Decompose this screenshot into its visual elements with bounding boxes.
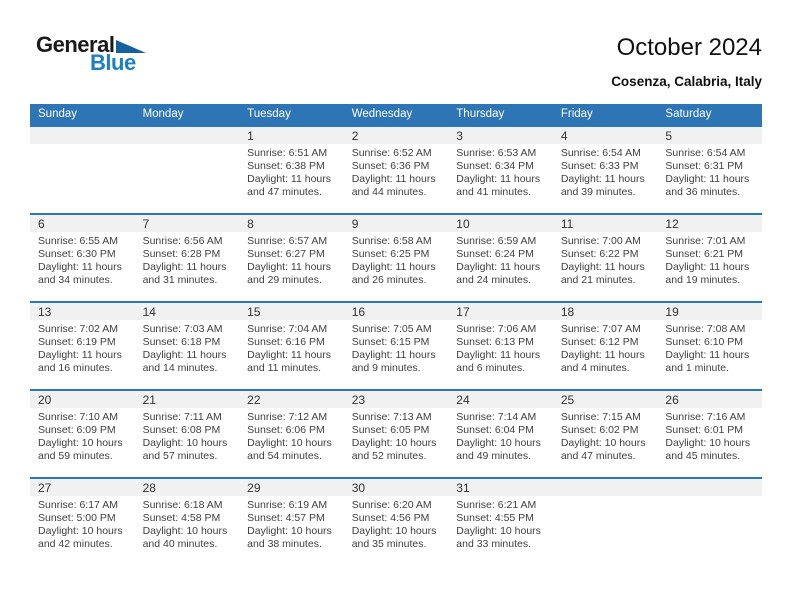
sunset-text: Sunset: 6:33 PM: [560, 160, 639, 172]
daylight-text: Daylight: 11 hours and 47 minutes.: [247, 173, 332, 198]
day-number: 26: [665, 393, 679, 407]
day-cell-3: [448, 127, 553, 213]
sunset-text: Sunset: 4:57 PM: [247, 512, 325, 524]
day-number: 6: [38, 217, 45, 231]
sunrise-text: Sunrise: 6:53 AM: [456, 147, 537, 159]
calendar-body: [30, 125, 762, 565]
day-cell-28: [135, 479, 240, 565]
daylight-text: Daylight: 11 hours and 41 minutes.: [456, 173, 541, 198]
day-number: 28: [142, 481, 156, 495]
day-number: 13: [38, 305, 52, 319]
sunset-text: Sunset: 6:27 PM: [247, 248, 325, 260]
daylight-text: Daylight: 11 hours and 14 minutes.: [142, 349, 227, 374]
sunrise-text: Sunrise: 6:20 AM: [351, 499, 432, 511]
empty-cell: [135, 127, 240, 213]
sunset-text: Sunset: 4:56 PM: [351, 512, 430, 524]
day-number: 19: [665, 305, 679, 319]
day-number: 11: [560, 217, 574, 231]
sunrise-text: Sunrise: 6:54 AM: [665, 147, 746, 159]
sunset-text: Sunset: 6:24 PM: [456, 248, 534, 260]
sunset-text: Sunset: 6:36 PM: [351, 160, 430, 172]
sunrise-text: Sunrise: 7:16 AM: [665, 411, 746, 423]
sunrise-text: Sunrise: 7:10 AM: [38, 411, 118, 423]
day-number: 10: [456, 217, 470, 231]
day-number: 3: [456, 129, 463, 143]
sunset-text: Sunset: 6:10 PM: [665, 336, 744, 348]
logo-text-general: General: [36, 32, 115, 57]
daylight-text: Daylight: 11 hours and 4 minutes.: [560, 349, 645, 374]
sunrise-text: Sunrise: 6:56 AM: [142, 235, 223, 247]
day-cell-25: [553, 391, 658, 477]
sunset-text: Sunset: 6:22 PM: [560, 248, 639, 260]
day-cell-11: [553, 215, 658, 301]
day-cell-24: [448, 391, 553, 477]
sunrise-text: Sunrise: 7:11 AM: [142, 411, 222, 423]
day-cell-10: [448, 215, 553, 301]
day-number: 2: [351, 129, 359, 143]
sunset-text: Sunset: 6:18 PM: [142, 336, 221, 348]
daylight-text: Daylight: 11 hours and 39 minutes.: [560, 173, 645, 198]
day-cell-13: [30, 303, 135, 389]
sunrise-text: Sunrise: 6:51 AM: [247, 147, 328, 159]
day-number: 15: [247, 305, 261, 319]
sunset-text: Sunset: 4:55 PM: [456, 512, 534, 524]
daylight-text: Daylight: 10 hours and 42 minutes.: [38, 525, 123, 550]
daylight-text: Daylight: 11 hours and 36 minutes.: [665, 173, 750, 198]
sunrise-text: Sunrise: 7:06 AM: [456, 323, 537, 335]
daylight-text: Daylight: 11 hours and 29 minutes.: [247, 261, 332, 286]
day-number: 14: [142, 305, 156, 319]
sunrise-text: Sunrise: 7:07 AM: [560, 323, 641, 335]
daylight-text: Daylight: 10 hours and 52 minutes.: [351, 437, 437, 462]
sunrise-text: Sunrise: 6:59 AM: [456, 235, 537, 247]
day-number: 1: [247, 129, 254, 143]
daylight-text: Daylight: 10 hours and 45 minutes.: [665, 437, 751, 462]
day-number: 12: [665, 217, 679, 231]
weekday-label-wednesday: Wednesday: [351, 108, 413, 120]
title-block: [611, 34, 762, 89]
sunrise-text: Sunrise: 7:02 AM: [38, 323, 118, 335]
sunrise-text: Sunrise: 7:01 AM: [665, 235, 746, 247]
daylight-text: Daylight: 11 hours and 31 minutes.: [142, 261, 227, 286]
sunset-text: Sunset: 6:06 PM: [247, 424, 325, 436]
daylight-text: Daylight: 10 hours and 35 minutes.: [351, 525, 437, 550]
day-number: 18: [560, 305, 575, 319]
daylight-text: Daylight: 10 hours and 47 minutes.: [560, 437, 646, 462]
sunset-text: Sunset: 6:01 PM: [665, 424, 744, 436]
daylight-text: Daylight: 11 hours and 9 minutes.: [351, 349, 436, 374]
day-cell-8: [239, 215, 344, 301]
day-cell-22: [239, 391, 344, 477]
daylight-text: Daylight: 10 hours and 49 minutes.: [456, 437, 541, 462]
sunrise-text: Sunrise: 6:21 AM: [456, 499, 537, 511]
sunrise-text: Sunrise: 7:00 AM: [560, 235, 641, 247]
daylight-text: Daylight: 11 hours and 6 minutes.: [456, 349, 541, 374]
sunrise-text: Sunrise: 7:05 AM: [351, 323, 432, 335]
sunset-text: Sunset: 6:04 PM: [456, 424, 534, 436]
day-number: 5: [665, 129, 673, 143]
daylight-text: Daylight: 11 hours and 1 minute.: [665, 349, 750, 374]
sunset-text: Sunset: 6:31 PM: [665, 160, 744, 172]
day-cell-6: [30, 215, 135, 301]
day-cell-1: [239, 127, 344, 213]
daylight-text: Daylight: 11 hours and 11 minutes.: [247, 349, 332, 374]
day-number: 16: [351, 305, 366, 319]
day-cell-20: [30, 391, 135, 477]
sunrise-text: Sunrise: 7:03 AM: [142, 323, 223, 335]
daylight-text: Daylight: 11 hours and 34 minutes.: [38, 261, 122, 286]
day-cell-12: [657, 215, 762, 301]
weekday-label-monday: Monday: [142, 108, 184, 120]
daylight-text: Daylight: 11 hours and 44 minutes.: [351, 173, 436, 198]
sunrise-text: Sunrise: 7:08 AM: [665, 323, 746, 335]
sunset-text: Sunset: 6:28 PM: [142, 248, 221, 260]
day-cell-7: [135, 215, 240, 301]
day-number: 30: [351, 481, 366, 495]
day-cell-31: [448, 479, 553, 565]
day-cell-23: [344, 391, 449, 477]
sunrise-text: Sunrise: 6:57 AM: [247, 235, 328, 247]
day-cell-19: [657, 303, 762, 389]
sunset-text: Sunset: 4:58 PM: [142, 512, 221, 524]
sunset-text: Sunset: 6:30 PM: [38, 248, 116, 260]
week-row-2: [30, 213, 762, 301]
empty-cell: [553, 479, 658, 565]
weekday-label-saturday: Saturday: [665, 108, 712, 120]
day-number: 4: [560, 129, 568, 143]
day-number: 20: [38, 393, 52, 407]
day-number: 25: [560, 393, 575, 407]
daylight-text: Daylight: 10 hours and 40 minutes.: [142, 525, 228, 550]
sunrise-text: Sunrise: 6:17 AM: [38, 499, 118, 511]
day-cell-26: [657, 391, 762, 477]
sunrise-text: Sunrise: 6:55 AM: [38, 235, 118, 247]
day-cell-2: [344, 127, 449, 213]
page-subtitle: Cosenza, Calabria, Italy: [611, 74, 762, 89]
day-number: 8: [247, 217, 254, 231]
day-cell-9: [344, 215, 449, 301]
week-row-5: [30, 477, 762, 565]
weekday-label-thursday: Thursday: [456, 108, 505, 120]
week-row-3: [30, 301, 762, 389]
sunset-text: Sunset: 6:38 PM: [247, 160, 325, 172]
empty-cell: [30, 127, 135, 213]
day-cell-27: [30, 479, 135, 565]
day-cell-15: [239, 303, 344, 389]
day-number: 24: [456, 393, 470, 407]
day-cell-18: [553, 303, 658, 389]
daylight-text: Daylight: 10 hours and 33 minutes.: [456, 525, 541, 550]
sunset-text: Sunset: 5:00 PM: [38, 512, 116, 524]
weekday-label-sunday: Sunday: [38, 108, 78, 120]
day-number: 21: [142, 393, 156, 407]
day-cell-29: [239, 479, 344, 565]
sunset-text: Sunset: 6:34 PM: [456, 160, 534, 172]
week-row-1: [30, 125, 762, 213]
sunset-text: Sunset: 6:09 PM: [38, 424, 116, 436]
sunset-text: Sunset: 6:02 PM: [560, 424, 639, 436]
week-row-4: [30, 389, 762, 477]
sunrise-text: Sunrise: 6:58 AM: [351, 235, 432, 247]
day-cell-30: [344, 479, 449, 565]
sunset-text: Sunset: 6:15 PM: [351, 336, 430, 348]
sunset-text: Sunset: 6:05 PM: [351, 424, 430, 436]
general-blue-logo: [36, 34, 146, 74]
logo-text-blue: Blue: [90, 50, 136, 75]
sunset-text: Sunset: 6:25 PM: [351, 248, 430, 260]
sunset-text: Sunset: 6:08 PM: [142, 424, 221, 436]
day-number: 29: [247, 481, 261, 495]
day-cell-21: [135, 391, 240, 477]
calendar-table: [30, 104, 762, 565]
daylight-text: Daylight: 10 hours and 38 minutes.: [247, 525, 332, 550]
day-number: 23: [351, 393, 366, 407]
weekday-header-row: [30, 104, 762, 125]
page-header: [0, 0, 792, 104]
sunrise-text: Sunrise: 7:04 AM: [247, 323, 328, 335]
sunrise-text: Sunrise: 7:15 AM: [560, 411, 641, 423]
sunset-text: Sunset: 6:12 PM: [560, 336, 639, 348]
day-number: 9: [351, 217, 359, 231]
sunrise-text: Sunrise: 7:12 AM: [247, 411, 328, 423]
daylight-text: Daylight: 10 hours and 54 minutes.: [247, 437, 332, 462]
day-cell-16: [344, 303, 449, 389]
sunset-text: Sunset: 6:16 PM: [247, 336, 325, 348]
day-number: 22: [247, 393, 261, 407]
sunset-text: Sunset: 6:21 PM: [665, 248, 744, 260]
day-cell-4: [553, 127, 658, 213]
day-number: 7: [142, 217, 150, 231]
sunrise-text: Sunrise: 6:19 AM: [247, 499, 328, 511]
sunrise-text: Sunrise: 6:18 AM: [142, 499, 223, 511]
sunrise-text: Sunrise: 6:52 AM: [351, 147, 432, 159]
empty-cell: [657, 479, 762, 565]
daylight-text: Daylight: 10 hours and 57 minutes.: [142, 437, 228, 462]
sunrise-text: Sunrise: 7:14 AM: [456, 411, 537, 423]
daylight-text: Daylight: 11 hours and 24 minutes.: [456, 261, 541, 286]
day-number: 17: [456, 305, 470, 319]
daylight-text: Daylight: 11 hours and 21 minutes.: [560, 261, 645, 286]
daylight-text: Daylight: 10 hours and 59 minutes.: [38, 437, 123, 462]
sunrise-text: Sunrise: 7:13 AM: [351, 411, 432, 423]
weekday-label-tuesday: Tuesday: [247, 108, 291, 120]
day-cell-5: [657, 127, 762, 213]
daylight-text: Daylight: 11 hours and 19 minutes.: [665, 261, 750, 286]
weekday-label-friday: Friday: [560, 108, 593, 120]
page-title: October 2024: [616, 34, 762, 61]
daylight-text: Daylight: 11 hours and 16 minutes.: [38, 349, 122, 374]
day-cell-14: [135, 303, 240, 389]
sunset-text: Sunset: 6:13 PM: [456, 336, 534, 348]
day-cell-17: [448, 303, 553, 389]
day-number: 27: [38, 481, 52, 495]
daylight-text: Daylight: 11 hours and 26 minutes.: [351, 261, 436, 286]
sunset-text: Sunset: 6:19 PM: [38, 336, 116, 348]
day-number: 31: [456, 481, 470, 495]
sunrise-text: Sunrise: 6:54 AM: [560, 147, 641, 159]
